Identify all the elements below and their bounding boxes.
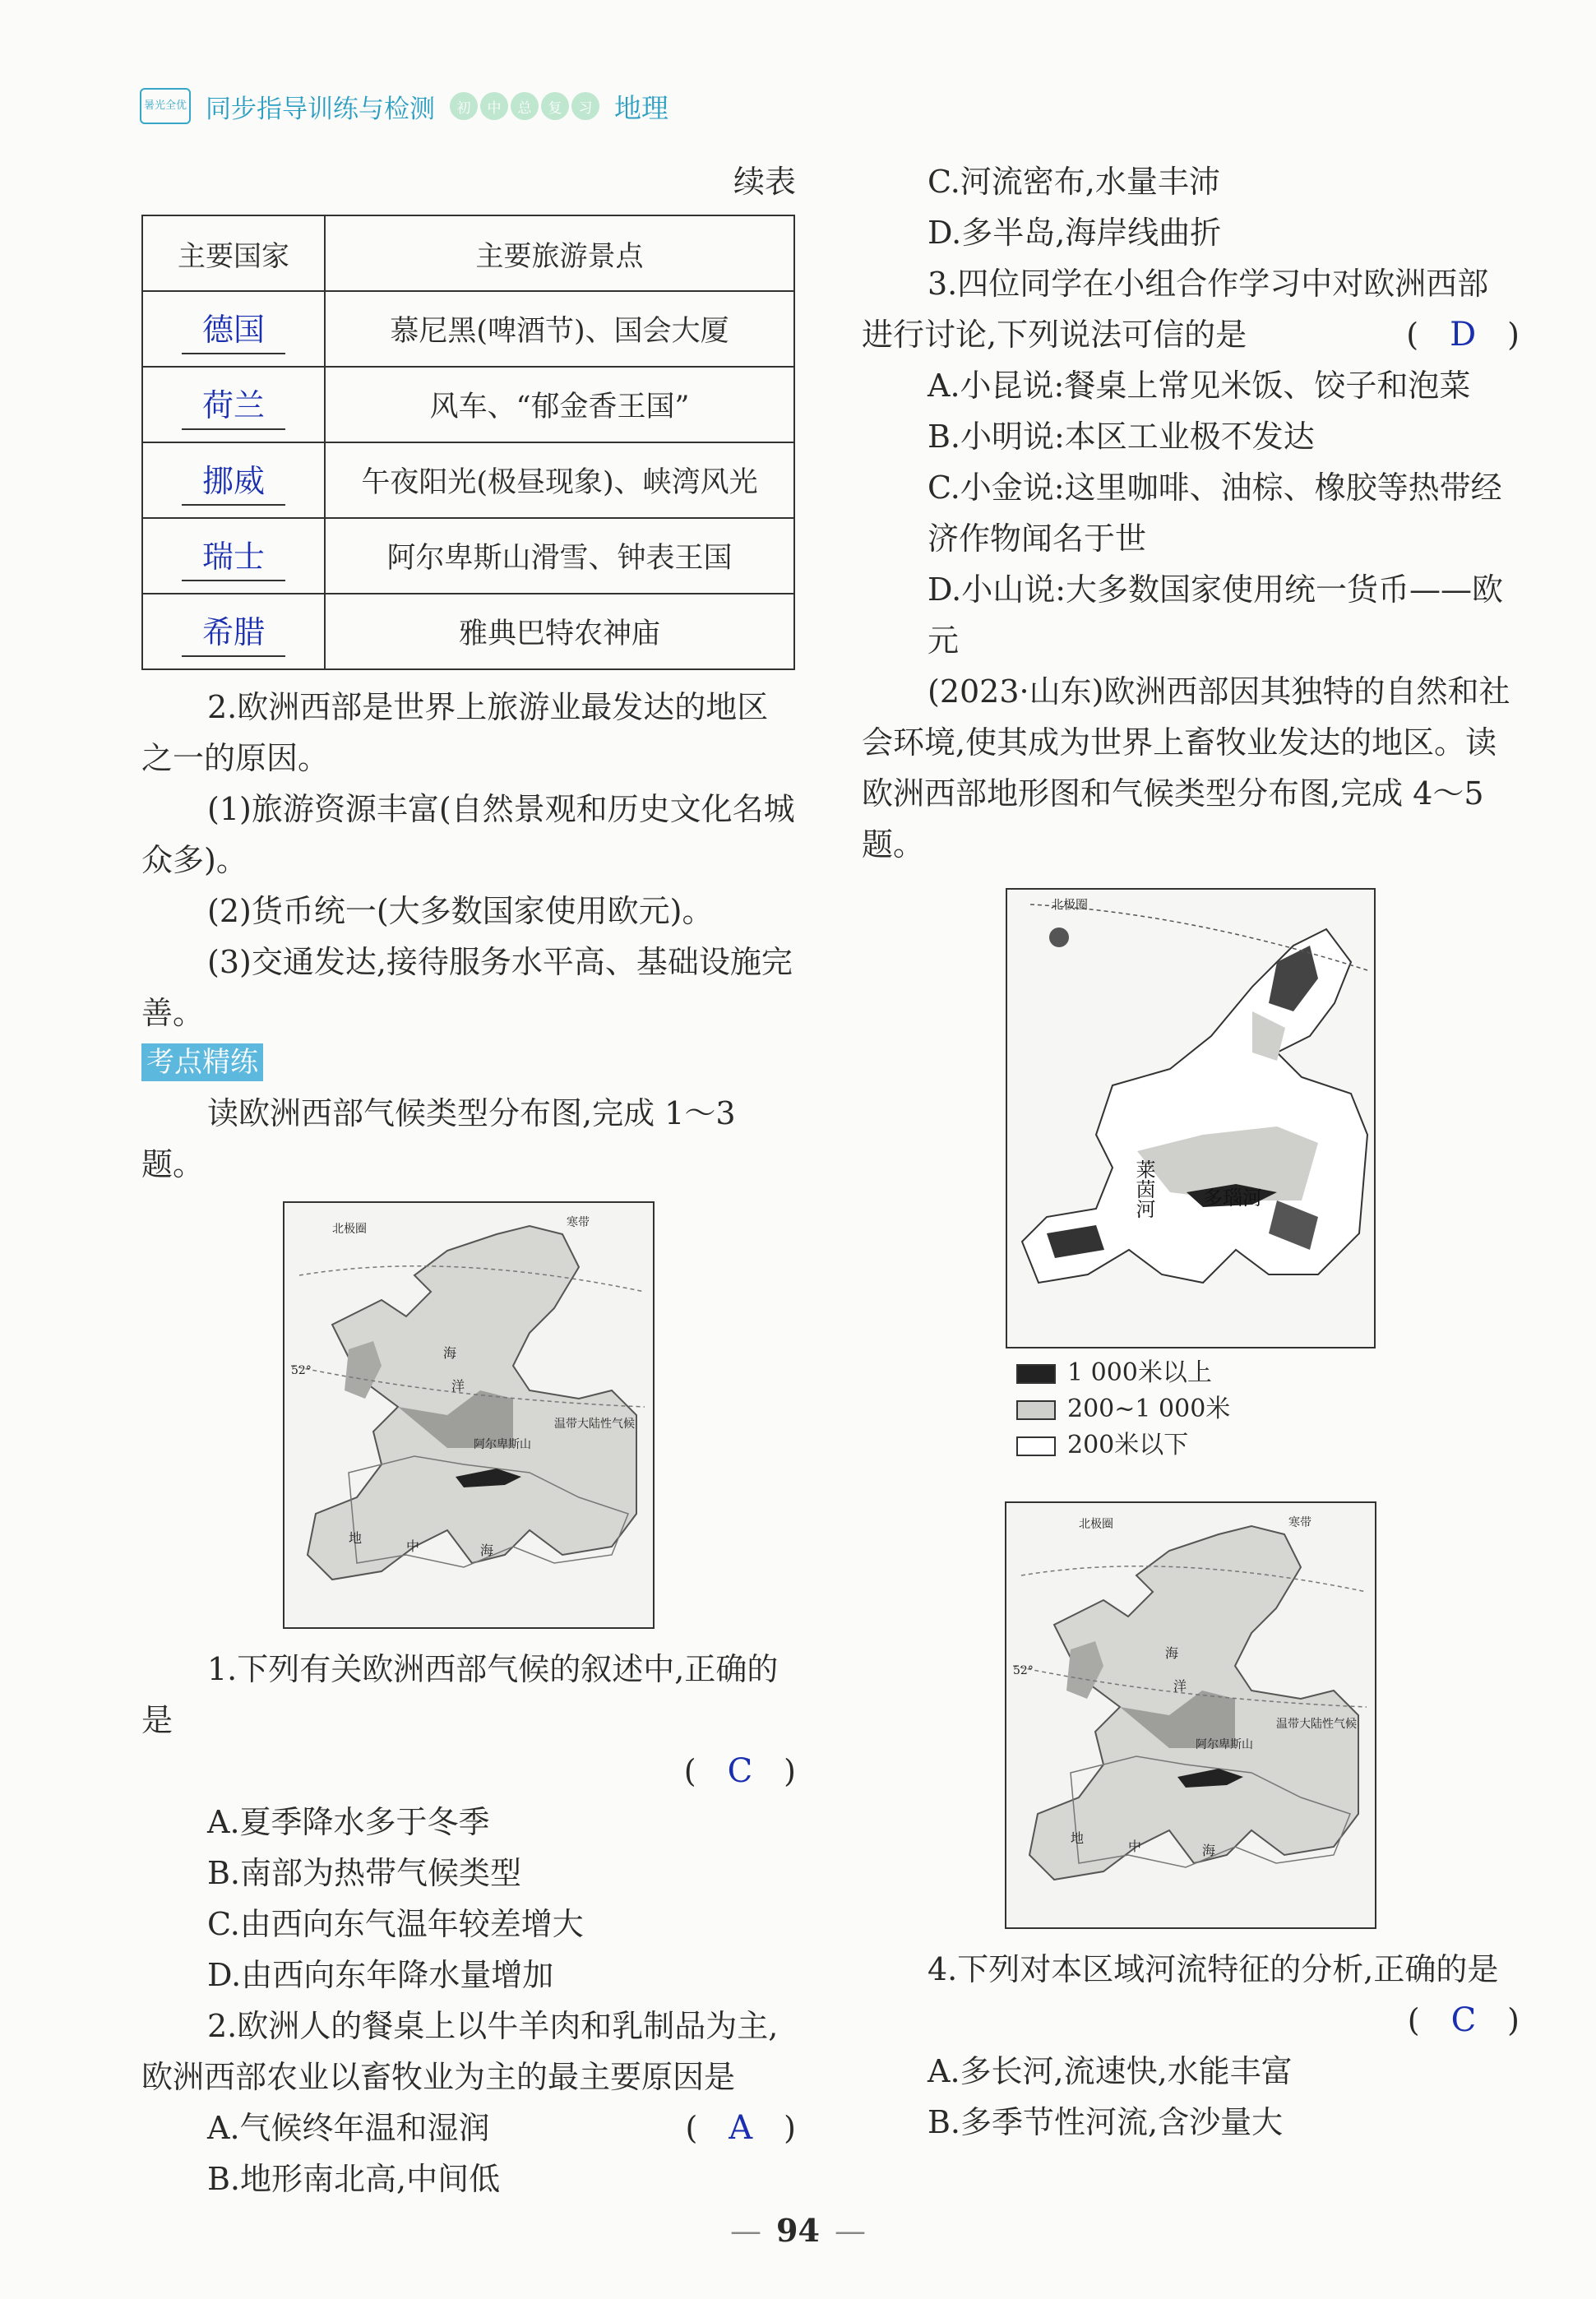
right-column: [862, 148, 1520, 2148]
option: D.小山说:大多数国家使用统一货币——欧元: [928, 571, 1503, 659]
answer-bracket: ( A ): [685, 2109, 796, 2147]
answer-bracket: ( C ): [683, 1752, 796, 1790]
publisher-logo: 暑光全优: [140, 88, 191, 124]
page-number-value: 94: [776, 2212, 820, 2249]
q2-stem: 2.欧洲人的餐桌上以牛羊肉和乳制品为主,欧洲西部农业以畜牧业为主的最主要原因是: [141, 2008, 779, 2095]
table-continued-label: 续表: [733, 164, 796, 200]
option: D.由西向东年降水量增加: [207, 1957, 554, 1993]
page-header: [140, 86, 668, 127]
sea-label: 地: [1071, 1830, 1085, 1846]
reason-item: (2)货币统一(大多数国家使用欧元)。: [207, 893, 714, 929]
country-answer: 荷兰: [182, 380, 285, 430]
legend-item: [1016, 1427, 1520, 1464]
terrain-map: [1006, 888, 1376, 1348]
table-cell: 午夜阳光(极昼现象)、峡湾风光: [325, 442, 794, 518]
section-heading: 考点精练: [141, 1043, 263, 1081]
sea-label: 中: [1128, 1839, 1142, 1854]
sea-label: 地: [349, 1530, 363, 1546]
country-answer: 瑞士: [182, 531, 285, 581]
intro-text: 读欧洲西部气候类型分布图,完成 1～3 题。: [141, 1095, 736, 1182]
climate-map: [283, 1201, 655, 1629]
legend-item: [1016, 1391, 1520, 1427]
ocean-label: 洋: [451, 1378, 465, 1394]
answer-line: [141, 1746, 796, 1797]
answer-bracket: ( D ): [1406, 316, 1520, 354]
badge-char: 习: [571, 92, 599, 120]
question-stem: [141, 1644, 796, 1746]
continental-climate-label: 温带大陆性气候: [554, 1418, 635, 1431]
option: B.多季节性河流,含沙量大: [928, 2104, 1284, 2140]
table-header: 主要旅游景点: [325, 215, 794, 291]
reason-title: 2.欧洲西部是世界上旅游业最发达的地区之一的原因。: [141, 689, 769, 776]
q3-stem: 3.四位同学在小组合作学习中对欧洲西部进行讨论,下列说法可信的是: [862, 266, 1489, 353]
option: C.由西向东气温年较差增大: [207, 1906, 584, 1942]
table-cell: 雅典巴特农神庙: [325, 594, 794, 669]
badge-char: 复: [541, 92, 569, 120]
arctic-circle-label: 北极圈: [332, 1223, 367, 1236]
tundra-label: 寒带: [1288, 1516, 1311, 1529]
legend-item: [1016, 1355, 1520, 1391]
option: D.多半岛,海岸线曲折: [928, 215, 1222, 251]
answer-line: [862, 1995, 1520, 2046]
q4-answer: C: [1450, 2001, 1477, 2039]
latitude-label: 52°: [1013, 1664, 1034, 1677]
option: A.多长河,流速快,水能丰富: [928, 2053, 1293, 2089]
mountain-label: 阿尔卑斯山: [1196, 1738, 1253, 1751]
table-cell: 阿尔卑斯山滑雪、钟表王国: [325, 518, 794, 594]
q4-stem: 4.下列对本区域河流特征的分析,正确的是: [928, 1951, 1499, 1987]
tundra-label: 寒带: [567, 1216, 590, 1229]
climate-map: [1005, 1501, 1376, 1929]
q1-answer: C: [727, 1752, 753, 1790]
option: B.小明说:本区工业极不发达: [928, 419, 1315, 455]
option: C.河流密布,水量丰沛: [928, 164, 1220, 200]
arctic-circle-label: 北极圈: [1079, 1518, 1113, 1531]
option: C.小金说:这里咖啡、油棕、橡胶等热带经济作物闻名于世: [928, 470, 1502, 557]
terrain-legend: [1016, 1355, 1520, 1464]
q1-stem: 1.下列有关欧洲西部气候的叙述中,正确的是: [141, 1651, 779, 1738]
q2-answer: A: [729, 2109, 753, 2147]
legend-label: 200米以下: [1067, 1431, 1189, 1459]
page-number: — 94 —: [730, 2212, 866, 2249]
country-answer: 希腊: [182, 607, 285, 657]
question-stem: [862, 258, 1520, 360]
table-cell: 风车、“郁金香王国”: [325, 367, 794, 442]
table-row: [142, 518, 794, 594]
ocean-label: 海: [1165, 1645, 1179, 1661]
option: B.南部为热带气候类型: [207, 1855, 522, 1891]
legend-label: 1 000米以上: [1067, 1358, 1212, 1387]
table-header-row: [142, 215, 794, 291]
ocean-label: 洋: [1173, 1678, 1187, 1694]
question-stem: [862, 1944, 1520, 1995]
tourism-table: [141, 215, 795, 670]
option: A.小昆说:餐桌上常见米饭、饺子和泡菜: [928, 368, 1471, 404]
reason-item: (1)旅游资源丰富(自然景观和历史文化名城众多)。: [141, 791, 795, 878]
table-row: [142, 367, 794, 442]
rhine-label: 莱茵河: [1132, 1159, 1155, 1219]
left-column: [141, 148, 796, 2204]
answer-bracket: ( C ): [1407, 2001, 1520, 2039]
intro-text: (2023·山东)欧洲西部因其独特的自然和社会环境,使其成为世界上畜牧业发达的地区。读欧洲西部地形图和气候类型分布图,完成 4～5 题。: [862, 673, 1510, 863]
option: B.地形南北高,中间低: [207, 2161, 501, 2197]
table-row: [142, 442, 794, 518]
latitude-label: 52°: [291, 1364, 312, 1377]
arctic-circle-label: 北极圈: [1051, 897, 1089, 912]
mountain-label: 阿尔卑斯山: [474, 1438, 531, 1451]
q3-answer: D: [1450, 316, 1477, 354]
subject-title: 地理: [614, 91, 668, 124]
sea-label: 中: [406, 1538, 420, 1554]
reason-item: (3)交通发达,接待服务水平高、基础设施完善。: [141, 944, 793, 1031]
badge-char: 初: [450, 92, 478, 120]
continental-climate-label: 温带大陆性气候: [1276, 1718, 1357, 1731]
table-row: [142, 291, 794, 367]
table-row: [142, 594, 794, 669]
option: A.夏季降水多于冬季: [207, 1804, 490, 1840]
country-answer: 挪威: [182, 456, 285, 506]
table-cell: 慕尼黑(啤酒节)、国会大厦: [325, 291, 794, 367]
table-header: 主要国家: [142, 215, 325, 291]
series-title: 同步指导训练与检测: [206, 94, 435, 124]
badge-char: 中: [480, 92, 508, 120]
danube-label: 多瑙河: [1203, 1187, 1262, 1210]
review-badge: [450, 92, 599, 120]
sea-label: 海: [1202, 1843, 1216, 1858]
option: A.气候终年温和湿润: [207, 2110, 490, 2146]
ocean-label: 海: [443, 1345, 457, 1361]
sea-label: 海: [480, 1543, 494, 1558]
legend-label: 200~1 000米: [1067, 1395, 1231, 1423]
country-answer: 德国: [182, 304, 285, 354]
badge-char: 总: [511, 92, 539, 120]
